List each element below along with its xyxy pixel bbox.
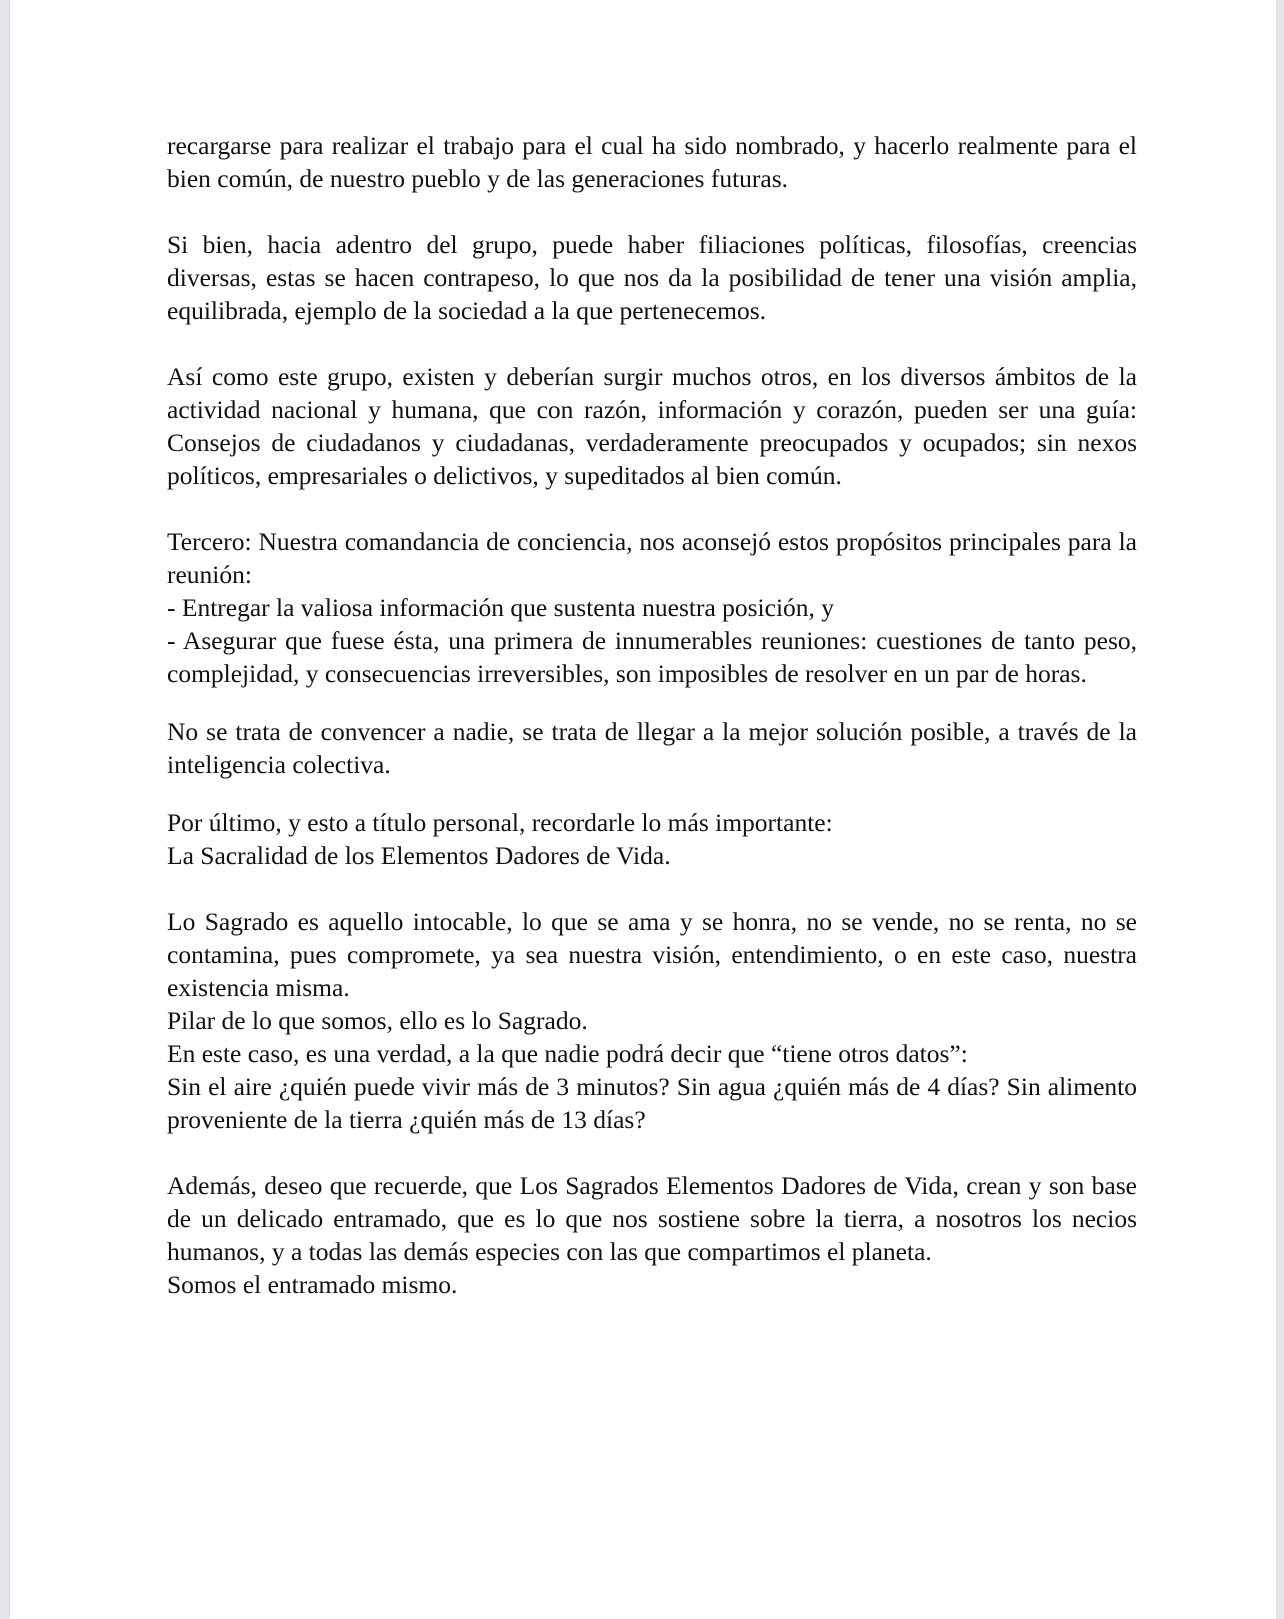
bullet-item: - Entregar la valiosa información que sustenta nuestra posición, y (167, 593, 835, 622)
paragraph-convencer: No se trata de convencer a nadie, se trata de llegar a la mejor solución posible, a través de la inteligencia colectiva. (167, 717, 1137, 779)
line-por-ultimo: Por último, y esto a título personal, recordarle lo más importante: (167, 808, 833, 837)
line-pilar: Pilar de lo que somos, ello es lo Sagrado. (167, 1006, 588, 1035)
paragraph-asi-como: Así como este grupo, existen y deberían surgir muchos otros, en los diversos ámbitos de la actividad nacional y humana, que con razón, información y corazón, pueden ser una guía: Consejos de ciudadanos y ciudadanas, verdaderamente preocupados y ocupados; sin nexos políticos, empresariales o delictivos, y supeditados al bien común. (167, 362, 1137, 490)
bullet-item: - Asegurar que fuese ésta, una primera de innumerables reuniones: cuestiones de tanto peso, complejidad, y consecuencias irreversibles, son imposibles de resolver en un par de horas. (167, 626, 1137, 688)
line-closing: Somos el entramado mismo. (167, 1270, 458, 1299)
document-body (167, 129, 1137, 1301)
paragraph-ademas: Además, deseo que recuerde, que Los Sagrados Elementos Dadores de Vida, crean y son base de un delicado entramado, que es lo que nos sostiene sobre la tierra, a nosotros los necios humanos, y a todas las demás especies con las que compartimos el planeta. (167, 1171, 1137, 1266)
paragraph-tercero: Tercero: Nuestra comandancia de conciencia, nos aconsejó estos propósitos principales para la reunión: (167, 527, 1137, 589)
line-sacralidad: La Sacralidad de los Elementos Dadores de Vida. (167, 841, 671, 870)
line-en-este-caso: En este caso, es una verdad, a la que nadie podrá decir que “tiene otros datos”: (167, 1039, 968, 1068)
paragraph-si-bien: Si bien, hacia adentro del grupo, puede haber filiaciones políticas, filosofías, creencias diversas, estas se hacen contrapeso, lo que nos da la posibilidad de tener una visión amplia, equilibrada, ejemplo de la sociedad a la que pertenecemos. (167, 230, 1137, 325)
paragraph-lo-sagrado: Lo Sagrado es aquello intocable, lo que se ama y se honra, no se vende, no se renta, no se contamina, pues compromete, ya sea nuestra visión, entendimiento, o en este caso, nuestra existencia misma. (167, 907, 1137, 1002)
document-page (10, 0, 1276, 1619)
paragraph-sin-el-aire: Sin el aire ¿quién puede vivir más de 3 minutos? Sin agua ¿quién más de 4 días? Sin alimento proveniente de la tierra ¿quién más de 13 días? (167, 1072, 1137, 1134)
paragraph-recargarse: recargarse para realizar el trabajo para el cual ha sido nombrado, y hacerlo realmente para el bien común, de nuestro pueblo y de las generaciones futuras. (167, 131, 1137, 193)
